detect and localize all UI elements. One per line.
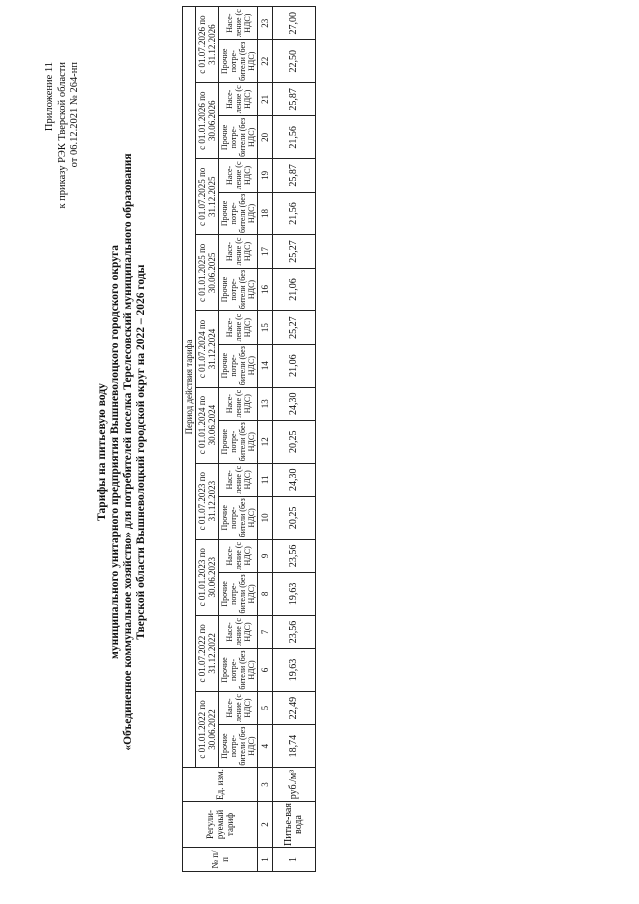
- column-number: 12: [258, 420, 273, 463]
- tariff-value-cell: 21,56: [273, 116, 316, 159]
- tariff-value-cell: 21,06: [273, 268, 316, 311]
- header-row-consumers: [219, 7, 258, 872]
- column-number: 20: [258, 116, 273, 159]
- header-population: Насе-ление (с НДС): [219, 235, 258, 268]
- tariff-value-cell: 27,00: [273, 7, 316, 40]
- column-number: 18: [258, 192, 273, 235]
- header-population: Насе-ление (с НДС): [219, 311, 258, 344]
- header-other-consumers: Прочие потре-бители (без НДС): [220, 574, 256, 614]
- header-population: Насе-ление (с НДС): [219, 463, 258, 496]
- period-header: с 01.01.2024 по 30.06.2024: [196, 387, 219, 463]
- header-population: Насе-ление (с НДС): [219, 691, 258, 724]
- header-population: Насе-ление (с НДС): [219, 159, 258, 192]
- header-other-consumers: Прочие потре-бители (без НДС): [220, 650, 256, 690]
- header-other-consumers: Прочие потре-бители (без НДС): [220, 422, 256, 462]
- column-number: 15: [258, 311, 273, 344]
- column-number: 11: [258, 463, 273, 496]
- column-number: 22: [258, 40, 273, 83]
- column-number: 2: [258, 802, 273, 848]
- column-number: 7: [258, 615, 273, 648]
- appendix-block: [44, 62, 82, 209]
- header-row-1: [183, 7, 196, 872]
- column-number: 4: [258, 725, 273, 768]
- column-number: 9: [258, 539, 273, 572]
- tariff-value-cell: 19,63: [273, 649, 316, 692]
- period-header: с 01.01.2026 по 30.06.2026: [196, 83, 219, 159]
- tariff-value-cell: 19,63: [273, 573, 316, 616]
- tariff-value-cell: 24,30: [273, 387, 316, 420]
- tariff-value-cell: 18,74: [273, 725, 316, 768]
- column-number: 13: [258, 387, 273, 420]
- row-number: 1: [273, 848, 316, 872]
- header-other-consumers: Прочие потре-бители (без НДС): [220, 346, 256, 386]
- appendix-line-3: от 06.12.2021 № 264-нп: [69, 62, 80, 168]
- tariff-value-cell: 23,56: [273, 539, 316, 572]
- column-number: 16: [258, 268, 273, 311]
- header-other-consumers: Прочие потре-бители (без НДС): [220, 498, 256, 538]
- column-number: 1: [258, 848, 273, 872]
- tariff-table: [182, 6, 316, 872]
- header-other-consumers: Прочие потре-бители (без НДС): [220, 726, 256, 766]
- column-number: 6: [258, 649, 273, 692]
- period-header: с 01.01.2022 по 30.06.2022: [196, 691, 219, 767]
- title-line-1: Тарифы на питьевую воду: [96, 383, 108, 521]
- period-header: с 01.07.2025 по 31.12.2025: [196, 159, 219, 235]
- tariff-value-cell: 25,87: [273, 83, 316, 116]
- period-header: с 01.01.2023 по 30.06.2023: [196, 539, 219, 615]
- title-line-2: муниципального унитарного предприятия Вышневолоцкого городского округа: [109, 245, 121, 659]
- header-other-consumers: Прочие потре-бители (без НДС): [220, 117, 256, 157]
- period-header: с 01.07.2023 по 31.12.2023: [196, 463, 219, 539]
- row-unit: руб./м³: [273, 768, 316, 802]
- column-number: 14: [258, 344, 273, 387]
- column-number: 21: [258, 83, 273, 116]
- column-number: 19: [258, 159, 273, 192]
- tariff-value-cell: 20,25: [273, 420, 316, 463]
- header-other-consumers: Прочие потре-бители (без НДС): [220, 269, 256, 310]
- tariff-value-cell: 23,56: [273, 615, 316, 648]
- table-row: [273, 7, 316, 872]
- header-other-consumers: Прочие потре-бители (без НДС): [220, 41, 256, 81]
- header-unit: Ед. изм.: [183, 768, 258, 802]
- header-tariff: Регули-руемый тариф: [183, 802, 258, 848]
- period-header: с 01.07.2024 по 31.12.2024: [196, 311, 219, 387]
- tariff-value-cell: 22,49: [273, 691, 316, 724]
- title-line-4: Тверской области Вышневолоцкий городской округ на 2022 – 2026 годы: [135, 264, 147, 640]
- tariff-value-cell: 25,87: [273, 159, 316, 192]
- tariff-value-cell: 25,27: [273, 311, 316, 344]
- tariff-value-cell: 24,30: [273, 463, 316, 496]
- column-number: 23: [258, 7, 273, 40]
- header-population: Насе-ление (с НДС): [219, 615, 258, 648]
- title-line-3: «Объединенное коммунальное хозяйство» для потребителей поселка Терелесовский муниципального образования: [122, 153, 134, 751]
- header-other-consumers: Прочие потре-бители (без НДС): [220, 193, 256, 233]
- column-number: 8: [258, 573, 273, 616]
- appendix-line-1: Приложение 11: [44, 62, 55, 132]
- header-row-periods: [196, 7, 219, 872]
- header-population: Насе-ление (с НДС): [219, 7, 258, 40]
- tariff-value-cell: 20,25: [273, 496, 316, 539]
- document-title: [96, 0, 148, 904]
- period-header: с 01.01.2025 по 30.06.2025: [196, 235, 219, 311]
- header-population: Насе-ление (с НДС): [219, 83, 258, 116]
- header-period: Период действия тарифа: [183, 7, 196, 768]
- header-no: № п/п: [183, 848, 258, 872]
- column-number: 17: [258, 235, 273, 268]
- period-header: с 01.07.2022 по 31.12.2022: [196, 615, 219, 691]
- column-number: 5: [258, 691, 273, 724]
- header-population: Насе-ление (с НДС): [219, 539, 258, 572]
- appendix-line-2: к приказу РЭК Тверской области: [56, 62, 68, 209]
- tariff-value-cell: 21,06: [273, 344, 316, 387]
- tariff-value-cell: 21,56: [273, 192, 316, 235]
- header-population: Насе-ление (с НДС): [219, 387, 258, 420]
- tariff-value-cell: 22,50: [273, 40, 316, 83]
- tariff-value-cell: 25,27: [273, 235, 316, 268]
- column-number-row: [258, 7, 273, 872]
- column-number: 10: [258, 496, 273, 539]
- row-tariff-name: Питье-вая вода: [273, 802, 316, 848]
- period-header: с 01.07.2026 по 31.12.2026: [196, 7, 219, 83]
- column-number: 3: [258, 768, 273, 802]
